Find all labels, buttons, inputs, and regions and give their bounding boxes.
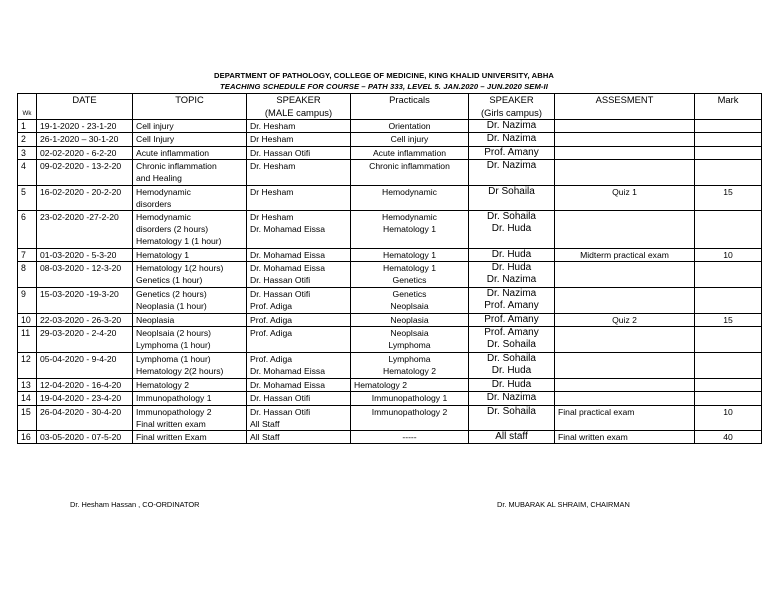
assessment-cell [555, 146, 695, 159]
topic-cell-line: Genetics (1 hour) [136, 275, 203, 286]
date-cell: 03-05-2020 - 07-5-20 [37, 430, 133, 443]
speaker-male-cell [247, 185, 351, 210]
practicals-cell-line: Lymphoma [388, 340, 431, 351]
topic-cell [133, 378, 247, 391]
topic-cell [133, 262, 247, 288]
topic-cell-line: Cell injury [136, 121, 174, 131]
assessment-cell [555, 327, 695, 353]
speaker-male-cell-line: Dr Hesham [250, 186, 294, 197]
table-row [18, 120, 762, 133]
assessment-cell [555, 262, 695, 288]
date-cell: 05-04-2020 - 9-4-20 [37, 352, 133, 378]
topic-cell-line: Hemodynamic [136, 212, 191, 223]
practicals-cell-line: Orientation [388, 121, 431, 131]
col-header-date: DATE [37, 94, 133, 120]
speaker-male-cell-line: Dr. Mohamad Eissa [250, 379, 325, 390]
topic-cell [133, 392, 247, 405]
speaker-male-cell-line: All Staff [250, 418, 280, 429]
topic-cell-line: Acute inflammation [136, 147, 210, 158]
practicals-cell-line: Neoplsaia [390, 301, 429, 312]
mark-cell [695, 287, 762, 313]
practicals-cell [351, 392, 469, 405]
mark-cell [695, 352, 762, 378]
speaker-girls-cell [469, 146, 555, 159]
date-cell: 08-03-2020 - 12-3-20 [37, 262, 133, 288]
table-row [18, 405, 762, 430]
speaker-male-cell [247, 248, 351, 261]
topic-cell-line: Hematology 1 [136, 249, 190, 260]
speaker-male-cell-line: Dr. Mohamad Eissa [250, 366, 325, 377]
department-title: DEPARTMENT OF PATHOLOGY, COLLEGE OF MEDICINE, KING KHALID UNIVERSITY, ABHA [214, 71, 554, 80]
topic-cell [133, 352, 247, 378]
speaker-male-cell-line: All Staff [250, 431, 280, 442]
table-row [18, 211, 762, 249]
topic-cell [133, 248, 247, 261]
mark-cell [695, 120, 762, 133]
week-cell: 2 [18, 133, 37, 146]
speaker-male-cell [247, 133, 351, 146]
table-row [18, 133, 762, 146]
table-row [18, 262, 762, 288]
topic-cell [133, 287, 247, 313]
topic-cell-line: and Healing [136, 173, 182, 184]
topic-cell [133, 430, 247, 443]
topic-cell-line: Hematology 1 (1 hour) [136, 236, 222, 247]
mark-cell: 10 [695, 405, 762, 430]
speaker-girls-sub: (Girls campus) [481, 106, 542, 118]
topic-cell-line: Neoplasia [136, 314, 175, 325]
date-cell: 02-02-2020 - 6-2-20 [37, 146, 133, 159]
speaker-girls-cell [469, 430, 555, 443]
week-cell: 8 [18, 262, 37, 288]
topic-cell-line: Final written exam [136, 418, 206, 429]
speaker-girls-cell-line: Dr. Huda [491, 223, 532, 235]
table-row [18, 248, 762, 261]
speaker-girls-cell [469, 405, 555, 430]
speaker-girls-cell-line: Prof. Amany [484, 146, 539, 158]
mark-cell [695, 160, 762, 185]
practicals-cell-line: Acute inflammation [372, 147, 447, 158]
table-row [18, 160, 762, 185]
speaker-girls-cell [469, 211, 555, 249]
mark-cell: 10 [695, 248, 762, 261]
col-header-wk: Wk [18, 94, 37, 120]
practicals-cell-line: Immunopathology 2 [371, 406, 448, 417]
table-row [18, 327, 762, 353]
speaker-girls-cell [469, 327, 555, 353]
practicals-cell [351, 327, 469, 353]
col-header-topic: TOPIC [133, 94, 247, 120]
speaker-girls-cell-line: Prof. Amany [484, 300, 539, 312]
assessment-cell [555, 378, 695, 391]
topic-cell [133, 160, 247, 185]
week-cell: 9 [18, 287, 37, 313]
mark-cell [695, 211, 762, 249]
speaker-male-cell-line: Dr. Hassan Otifi [250, 147, 311, 158]
table-row [18, 146, 762, 159]
speaker-girls-cell-line: Dr. Nazima [486, 160, 537, 172]
practicals-cell [351, 160, 469, 185]
week-cell: 10 [18, 313, 37, 326]
speaker-girls-cell-line: Dr. Huda [491, 365, 532, 377]
assessment-cell [555, 352, 695, 378]
topic-cell-line: Hematology 2(2 hours) [136, 366, 224, 377]
speaker-male-cell-line: Prof. Adiga [250, 301, 293, 312]
speaker-male-cell [247, 405, 351, 430]
date-cell: 15-03-2020 -19-3-20 [37, 287, 133, 313]
speaker-male-cell [247, 160, 351, 185]
speaker-girls-cell-line: Dr. Nazima [486, 392, 537, 404]
speaker-girls-cell-line: Dr. Huda [491, 248, 532, 260]
speaker-girls-cell-line: Dr. Huda [491, 378, 532, 390]
speaker-male-cell [247, 378, 351, 391]
week-cell: 6 [18, 211, 37, 249]
assessment-cell [555, 211, 695, 249]
date-cell: 16-02-2020 - 20-2-20 [37, 185, 133, 210]
topic-cell [133, 327, 247, 353]
week-cell: 11 [18, 327, 37, 353]
teaching-schedule-table [17, 93, 762, 444]
topic-cell [133, 313, 247, 326]
assessment-cell: Midterm practical exam [555, 248, 695, 261]
speaker-girls-title: SPEAKER [489, 94, 534, 105]
date-cell: 29-03-2020 - 2-4-20 [37, 327, 133, 353]
speaker-male-cell-line: Prof. Adiga [250, 314, 293, 325]
practicals-cell-line: Neoplsaia [390, 328, 429, 339]
topic-cell-line: disorders [136, 198, 172, 209]
week-cell: 5 [18, 185, 37, 210]
table-row [18, 313, 762, 326]
practicals-cell-line: Hematology 2 [382, 366, 437, 377]
practicals-cell-line: Cell injury [390, 134, 429, 145]
practicals-cell-line: Hematology 1 [382, 249, 437, 260]
speaker-girls-cell [469, 313, 555, 326]
speaker-male-cell-line: Dr. Hesham [250, 161, 296, 172]
table-row [18, 378, 762, 391]
speaker-girls-cell [469, 392, 555, 405]
speaker-girls-cell-line: Dr. Sohaila [487, 352, 536, 364]
week-cell: 7 [18, 248, 37, 261]
practicals-cell-line: Immunopathology 1 [371, 393, 448, 404]
week-cell: 4 [18, 160, 37, 185]
speaker-male-cell [247, 327, 351, 353]
assessment-cell: Quiz 2 [555, 313, 695, 326]
assessment-cell [555, 287, 695, 313]
topic-cell [133, 405, 247, 430]
assessment-cell [555, 392, 695, 405]
topic-cell [133, 185, 247, 210]
practicals-cell [351, 378, 469, 391]
speaker-male-cell-line: Dr. Mohamad Eissa [250, 263, 325, 274]
week-cell: 1 [18, 120, 37, 133]
speaker-male-sub: (MALE campus) [264, 106, 333, 118]
mark-cell [695, 146, 762, 159]
speaker-girls-cell [469, 287, 555, 313]
mark-cell [695, 133, 762, 146]
date-cell: 23-02-2020 -27-2-20 [37, 211, 133, 249]
coordinator-signature: Dr. Hesham Hassan , CO-ORDINATOR [70, 500, 200, 509]
speaker-girls-cell-line: All staff [495, 430, 528, 442]
speaker-male-cell-line: Dr. Hassan Otifi [250, 288, 311, 299]
topic-cell-line: Hemodynamic [136, 186, 191, 197]
topic-cell [133, 120, 247, 133]
date-cell: 09-02-2020 - 13-2-20 [37, 160, 133, 185]
mark-cell [695, 327, 762, 353]
speaker-girls-cell [469, 133, 555, 146]
speaker-girls-cell-line: Dr. Nazima [486, 274, 537, 286]
speaker-male-cell [247, 352, 351, 378]
col-header-practicals: Practicals [351, 94, 469, 120]
speaker-girls-cell-line: Dr. Nazima [486, 287, 537, 299]
col-header-speaker-male [247, 94, 351, 120]
mark-cell: 15 [695, 313, 762, 326]
col-header-mark: Mark [695, 94, 762, 120]
practicals-cell-line: Chronic inflammation [369, 161, 450, 172]
assessment-cell: Quiz 1 [555, 185, 695, 210]
header-row [18, 94, 762, 120]
speaker-girls-cell-line: Dr. Sohaila [487, 405, 536, 417]
col-header-assessment: ASSESMENT [555, 94, 695, 120]
speaker-girls-cell-line: Dr Sohaila [488, 185, 535, 197]
speaker-girls-cell-line: Dr. Sohaila [487, 211, 536, 223]
practicals-cell [351, 146, 469, 159]
topic-cell-line: Neoplasia (1 hour) [136, 301, 207, 312]
practicals-cell [351, 133, 469, 146]
topic-cell-line: Hematology 2 [136, 379, 190, 390]
speaker-girls-cell [469, 352, 555, 378]
date-cell: 12-04-2020 - 16-4-20 [37, 378, 133, 391]
topic-cell-line: Cell Injury [136, 134, 175, 145]
assessment-cell [555, 133, 695, 146]
practicals-cell-line: Hemodynamic [382, 212, 437, 223]
date-cell: 19-1-2020 - 23-1-20 [37, 120, 133, 133]
speaker-male-cell [247, 313, 351, 326]
practicals-cell [351, 211, 469, 249]
week-cell: 15 [18, 405, 37, 430]
topic-cell-line: Lymphoma (1 hour) [136, 340, 211, 351]
topic-cell-line: Hematology 1(2 hours) [136, 263, 224, 274]
speaker-male-cell-line: Dr Hesham [250, 212, 294, 223]
speaker-male-cell-line: Dr. Mohamad Eissa [250, 224, 325, 235]
mark-cell [695, 392, 762, 405]
table-row [18, 185, 762, 210]
topic-cell-line: Lymphoma (1 hour) [136, 353, 211, 364]
practicals-cell [351, 287, 469, 313]
practicals-cell-line: Neoplasia [390, 314, 429, 325]
table-row [18, 392, 762, 405]
speaker-girls-cell [469, 378, 555, 391]
speaker-girls-cell [469, 262, 555, 288]
practicals-cell-line: Hemodynamic [382, 186, 437, 197]
practicals-cell-line: Hematology 1 [382, 263, 437, 274]
practicals-cell [351, 405, 469, 430]
date-cell: 22-03-2020 - 26-3-20 [37, 313, 133, 326]
practicals-cell-line: Hematology 1 [382, 224, 437, 235]
speaker-male-cell [247, 211, 351, 249]
mark-cell: 40 [695, 430, 762, 443]
speaker-girls-cell [469, 120, 555, 133]
speaker-male-cell [247, 120, 351, 133]
practicals-cell [351, 352, 469, 378]
practicals-cell [351, 313, 469, 326]
speaker-male-cell-line: Dr. Hassan Otifi [250, 393, 311, 404]
mark-cell [695, 378, 762, 391]
topic-cell [133, 146, 247, 159]
table-row [18, 352, 762, 378]
topic-cell-line: Genetics (2 hours) [136, 288, 207, 299]
practicals-cell-line: Lymphoma [388, 353, 431, 364]
speaker-male-cell-line: Dr Hesham [250, 134, 294, 145]
week-cell: 12 [18, 352, 37, 378]
speaker-male-title: SPEAKER [276, 94, 321, 105]
topic-cell-line: Immunopathology 1 [136, 393, 212, 404]
practicals-cell-line: Genetics [392, 275, 427, 286]
week-cell: 13 [18, 378, 37, 391]
practicals-cell [351, 248, 469, 261]
table-row [18, 287, 762, 313]
topic-cell [133, 133, 247, 146]
practicals-cell [351, 262, 469, 288]
practicals-cell-line: Genetics [392, 288, 427, 299]
topic-cell-line: disorders (2 hours) [136, 224, 209, 235]
practicals-cell [351, 120, 469, 133]
schedule-body [18, 120, 762, 444]
speaker-male-cell-line: Prof. Adiga [250, 353, 293, 364]
speaker-male-cell [247, 430, 351, 443]
week-cell: 14 [18, 392, 37, 405]
speaker-male-cell [247, 262, 351, 288]
date-cell: 01-03-2020 - 5-3-20 [37, 248, 133, 261]
date-cell: 26-1-2020 – 30-1-20 [37, 133, 133, 146]
assessment-cell [555, 160, 695, 185]
practicals-cell [351, 430, 469, 443]
speaker-male-cell-line: Prof. Adiga [250, 328, 293, 339]
week-cell: 16 [18, 430, 37, 443]
speaker-girls-cell-line: Dr. Sohaila [487, 339, 536, 351]
date-cell: 19-04-2020 - 23-4-20 [37, 392, 133, 405]
date-cell: 26-04-2020 - 30-4-20 [37, 405, 133, 430]
speaker-girls-cell [469, 248, 555, 261]
mark-cell: 15 [695, 185, 762, 210]
practicals-cell-line: ----- [402, 431, 417, 442]
speaker-girls-cell [469, 160, 555, 185]
topic-cell-line: Final written Exam [136, 431, 207, 442]
week-cell: 3 [18, 146, 37, 159]
topic-cell-line: Immunopathology 2 [136, 406, 212, 417]
speaker-male-cell [247, 287, 351, 313]
speaker-girls-cell-line: Prof. Amany [484, 327, 539, 339]
speaker-male-cell-line: Dr. Hassan Otifi [250, 406, 311, 417]
speaker-male-cell-line: Dr. Hesham [250, 121, 296, 131]
practicals-cell [351, 185, 469, 210]
speaker-girls-cell-line: Dr. Nazima [486, 120, 537, 131]
speaker-male-cell-line: Dr. Mohamad Eissa [250, 249, 325, 260]
topic-cell [133, 211, 247, 249]
speaker-girls-cell-line: Dr. Nazima [486, 133, 537, 145]
speaker-male-cell-line: Dr. Hassan Otifi [250, 275, 311, 286]
topic-cell-line: Chronic inflammation [136, 161, 217, 172]
topic-cell-line: Neoplsaia (2 hours) [136, 328, 211, 339]
table-row [18, 430, 762, 443]
speaker-male-cell [247, 392, 351, 405]
assessment-cell [555, 120, 695, 133]
assessment-cell: Final written exam [555, 430, 695, 443]
schedule-title: TEACHING SCHEDULE FOR COURSE – PATH 333, LEVEL 5. JAN.2020 – JUN.2020 SEM-II [220, 82, 548, 91]
speaker-male-cell [247, 146, 351, 159]
chairman-signature: Dr. MUBARAK AL SHRAIM, CHAIRMAN [497, 500, 630, 509]
speaker-girls-cell [469, 185, 555, 210]
practicals-cell-line: Hematology 2 [354, 379, 408, 390]
speaker-girls-cell-line: Dr. Huda [491, 262, 532, 274]
col-header-speaker-girls [469, 94, 555, 120]
assessment-cell: Final practical exam [555, 405, 695, 430]
speaker-girls-cell-line: Prof. Amany [484, 313, 539, 325]
mark-cell [695, 262, 762, 288]
